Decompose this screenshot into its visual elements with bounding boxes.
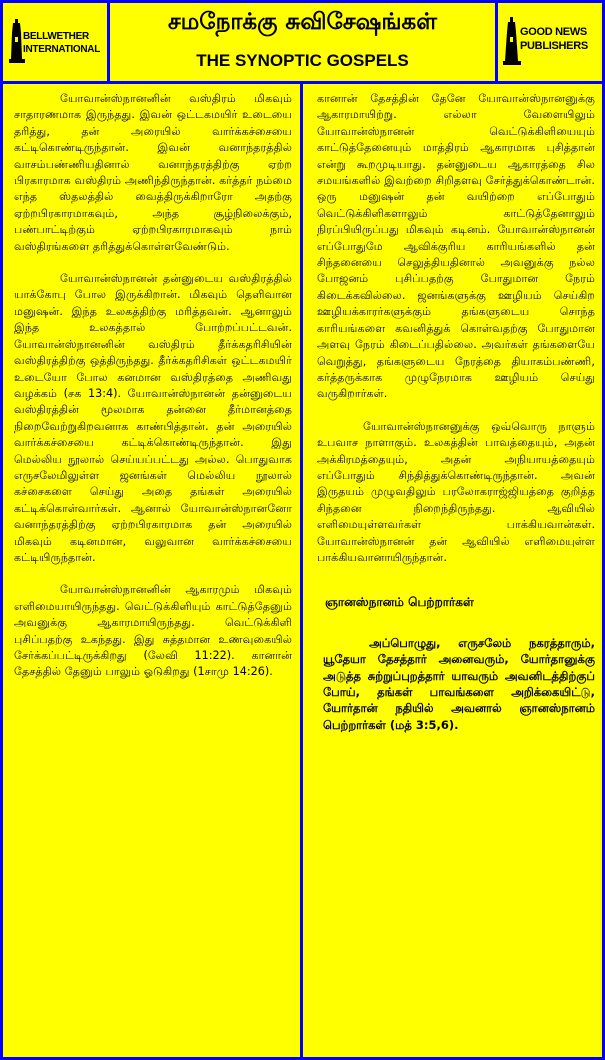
page-title-english: THE SYNOPTIC GOSPELS (196, 51, 409, 70)
paragraph: யோவான்ஸ்நானனின் வஸ்திரம் மிகவும் சாதாரணமாக இருந்தது. இவன் ஒட்டகமயிர் உடையை தரித்து, தன் அரையில் வார்க்கச்சையை கட்டிகொண்டிருந்தான். இவன் வனாந்தரத்தில் வாசம்பண்ணியதினால் வனாந்தரத்திற்கு ஏற்ற பிரகாரமாக வஸ்திரம் அணிந்திருந்தான். கர்த்தர் நம்மை எந்த ஸ்தலத்தில் வைத்திருக்கிறாரோ அதற்கு ஏற்றபிரகாரமாகவும், அந்த சூழ்நிலைக்கும், பண்பாட்டிற்கும் ஏற்றபிரகாரமாகவும் நாம் வஸ்திரங்களை தரித்துக்கொள்ளவேண்டும். (14, 92, 292, 253)
logo-right-line1: GOOD NEWS (520, 26, 587, 38)
paragraph: யோவான்ஸ்நானன் தன்னுடைய வஸ்திரத்தில் யாக்கோபு போல இருக்கிறான். மிகவும் தெளிவான மனுஷன். இந்த உலகத்திற்கு மரித்தவன். ஆனாலும் இந்த உலகத்தால் போற்றப்பட்டவன். யோவான்ஸ்நானனின் வஸ்திரம் தீர்க்கதரிசியின் வஸ்திரத்திற்கு ஒத்திருந்தது. தீர்க்கதரிசிகள் ஒட்டகமயிர் உடையோ போல கனமான வஸ்திரத்தை அணிவது வழக்கம் (சக 13:4). யோவான்ஸ்நானன் தன்னுடைய வஸ்திரத்தின் மூலமாக தன்னை தீர்மானத்தை நிறைவேற்றுகிறவனாக காண்பித்தான். தன் அரையில் வார்க்கச்சையை கட்டிக்கொண்டிருந்தான். இது மெல்லிய நூலால் செய்யப்பட்டது அல்ல. பொதுவாக எருசலேமிலுள்ள ஜனங்கள் மெல்லிய நூலால் கச்சைகளை செய்து அதை தங்கள் அரையில் கட்டிக்கொள்வார்கள். ஆனால் யோவான்ஸ்நானனோ வனாந்தரத்திற்கு ஏற்றபிரகாரமாக தன் அரையில் மிகவும் கடினமான, வலுவான வார்க்கச்சையை கட்டியிருந்தான். (14, 272, 292, 564)
column-divider (300, 84, 303, 1057)
left-column (14, 91, 292, 697)
scripture-quote: அப்பொழுது, எருசலேம் நகரத்தாரும், யூதேயா தேசத்தார் அனைவரும், யோர்தானுக்கு அடுத்த சுற்றுப்புறத்தார் யாவரும் அவனிடத்திற்குப் போய், தங்கள் பாவங்களை அறிக்கையிட்டு, யோர்தான் நதியில் அவனால் ஞானஸ்நானம் பெற்றார்கள் (மத் 3:5,6). (323, 635, 595, 732)
paragraph: கானான் தேசத்தின் தேனே யோவான்ஸ்நானனுக்கு ஆகாரமாயிற்று. எல்லா வேளையிலும் யோவான்ஸ்நானன் வெட்டுக்கிளியையும் காட்டுத்தேனையும் மாத்திரம் ஆகாரமாக புசித்தான் என்று கூறமுடியாது. தன்னுடைய ஆகாரத்தை சில சமயங்களில் இவற்றை சிறிதளவு சேர்த்துக்கொண்டான். ஒரு மனுஷன் தன் வயிற்றை எப்போதும் வெட்டுக்கிளிகளாலும் காட்டுத்தேனாலும் நிரப்பியிருப்பது மிகவும் கடினம். யோவான்ஸ்நானன் எப்போதுமே ஆவிக்குரிய காரியங்களில் தன் சிந்தனையை செலுத்தியதினால் அவனுக்கு நல்ல போஜனம் புசிப்பதற்கு போதுமான நேரம் கிடைக்கவில்லை. ஜனங்களுக்கு ஊழியம் செய்கிற ஊழியக்காரர்களுக்கும் தங்களுடைய சொந்த காரியங்களை கவனித்துக் கொள்வதற்கு போதுமான அளவு நேரம் கிடைப்பதில்லை. அவர்கள் தங்களையே வெறுத்து, தங்களுடைய நேரத்தை தியாகம்பண்ணி, கர்த்தருக்காக முழுநேரமாக ஊழியம் செய்து வருகிறார்கள். (317, 92, 595, 401)
logo-right-text (520, 25, 588, 53)
paragraph: யோவான்ஸ்நானனின் ஆகாரமும் மிகவும் எளிமையாயிருந்தது. வெட்டுக்கிளியும் காட்டுத்தேனும் அவனுக்கு ஆகாரமாயிருந்தது. வெட்டுக்கிளி புசிப்பதற்கு உகந்தது. இது சுத்தமான உணவுகையில் சேர்க்கப்பட்டிருக்கிறது (லேவி 11:22). கானான் தேசத்தில் தேனும் பாலும் ஓடுகிறது (1சாமு 14:26). (14, 583, 292, 679)
logo-left-line2: INTERNATIONAL (23, 44, 101, 55)
logo-right-line2: PUBLISHERS (520, 40, 588, 52)
paragraph: யோவான்ஸ்நானனுக்கு ஒவ்வொரு நாளும் உபவாச நாளாகும். உலகத்தின் பாவத்தையும், அதன் அக்கிரமத்தையும், அதன் அநியாயத்தையும் எப்போதும் சிந்தித்துக்கொண்டிருந்தான். அவன் இருதயம் முழுவதிலும் பரலோகராஜ்ஜியத்தை குறித்த சிந்தனை நிறைந்திருந்தது. ஆவியில் எளிமையுள்ளவர்கள் பாக்கியவான்கள். யோவான்ஸ்நானன் தன் ஆவியில் எளிமையுள்ள பாக்கியவானாயிருந்தான். (317, 419, 595, 564)
bellwether-logo (3, 3, 110, 81)
header (3, 3, 602, 84)
page-title-tamil: சமநோக்கு சுவிசேஷங்கள் (168, 9, 437, 35)
right-column (317, 91, 595, 733)
logo-left-line1: BELLWETHER (23, 31, 89, 42)
tower-icon (503, 17, 521, 67)
section-heading: ஞானஸ்நானம் பெற்றார்கள் (325, 595, 474, 610)
good-news-logo (495, 3, 602, 81)
logo-left-text (23, 30, 100, 56)
